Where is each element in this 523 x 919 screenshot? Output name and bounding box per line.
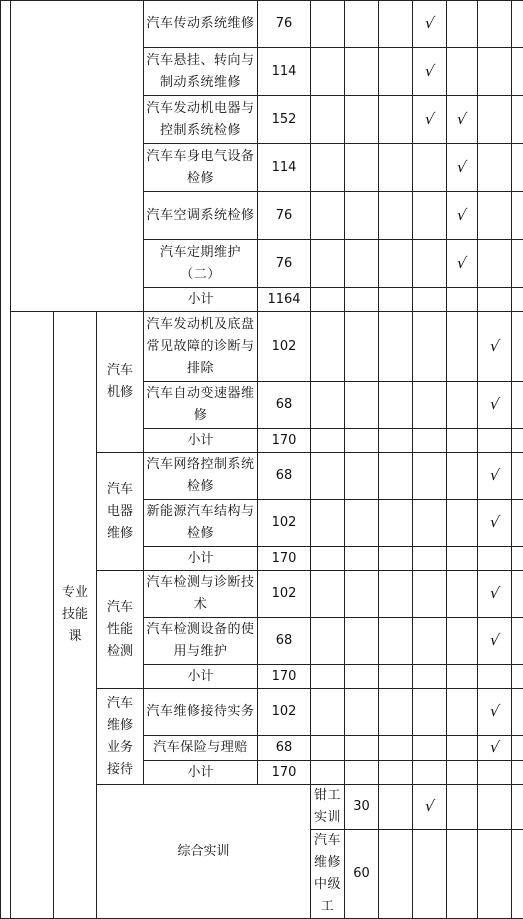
semester-cell [311,1,345,48]
semester-cell [478,96,512,144]
subject-hours: 102 [258,689,311,736]
group-cell [97,689,144,785]
semester-cell [478,689,512,736]
group-cell [97,312,144,453]
semester-cell [478,571,512,618]
semester-cell [345,500,379,547]
check-mark: √ [423,60,436,82]
group-label: 汽车性能检测 [106,597,134,663]
subtotal-label: 小计 [144,429,258,453]
check-mark: √ [488,629,501,651]
subject-name: 钳工实训 [311,785,345,830]
semester-cell [447,48,478,96]
check-mark: √ [456,156,469,178]
semester-cell [379,192,413,240]
semester-cell [345,48,379,96]
semester-cell [413,288,447,312]
semester-cell [413,689,447,736]
semester-cell [413,192,447,240]
subject-name: 汽车网络控制系统检修 [144,453,258,500]
semester-cell [447,1,478,48]
semester-cell [311,96,345,144]
check-mark: √ [423,795,436,817]
subject-hours: 76 [258,240,311,288]
semester-cell [379,830,413,919]
subject-name: 汽车悬挂、转向与制动系统维修 [144,48,258,96]
semester-cell [379,500,413,547]
semester-cell [413,144,447,192]
semester-cell [512,192,523,240]
check-mark: √ [488,335,501,357]
semester-cell [512,48,523,96]
semester-cell [311,192,345,240]
subtotal-hours: 1164 [258,288,311,312]
subject-name: 汽车维修接待实务 [144,689,258,736]
semester-cell [447,830,478,919]
semester-cell [413,1,447,48]
semester-cell [512,736,523,761]
semester-cell [447,785,478,830]
subject-hours: 68 [258,618,311,665]
semester-cell [413,48,447,96]
semester-cell [512,240,523,288]
semester-cell [379,288,413,312]
semester-cell [478,736,512,761]
semester-cell [413,665,447,689]
subject-name: 汽车检测设备的使用与维护 [144,618,258,665]
subtotal-label: 小计 [144,547,258,571]
subtotal-hours: 170 [258,429,311,453]
semester-cell [512,830,523,919]
semester-cell [379,453,413,500]
semester-cell [413,453,447,500]
semester-cell [447,761,478,785]
semester-cell [345,240,379,288]
semester-cell [311,429,345,453]
check-mark: √ [456,252,469,274]
semester-cell [345,144,379,192]
subject-hours: 102 [258,500,311,547]
semester-cell [413,500,447,547]
semester-cell [413,785,447,830]
check-mark: √ [488,393,501,415]
group-label: 汽车电器维修 [106,479,134,545]
subject-hours: 114 [258,48,311,96]
semester-cell [311,665,345,689]
group-label: 汽车维修业务接待 [106,693,134,781]
semester-cell [478,429,512,453]
subject-name: 汽车维修中级工 [311,830,345,919]
semester-cell [447,312,478,382]
table-row [1,312,523,382]
semester-cell [413,761,447,785]
subject-hours: 102 [258,571,311,618]
check-mark: √ [488,511,501,533]
check-mark: √ [423,108,436,130]
subtotal-label: 小计 [144,288,258,312]
subject-hours: 102 [258,312,311,382]
semester-cell [311,382,345,429]
semester-cell [478,785,512,830]
semester-cell [478,288,512,312]
semester-cell [478,192,512,240]
semester-cell [478,240,512,288]
subject-name: 汽车传动系统维修 [144,1,258,48]
group-label: 汽车机修 [106,360,134,404]
check-mark: √ [456,108,469,130]
semester-cell [345,192,379,240]
semester-cell [447,500,478,547]
semester-cell [512,144,523,192]
semester-cell [478,761,512,785]
semester-cell [311,736,345,761]
semester-cell [345,429,379,453]
semester-cell [345,96,379,144]
semester-cell [447,571,478,618]
subtotal-label: 小计 [144,761,258,785]
semester-cell [447,144,478,192]
semester-cell [478,500,512,547]
semester-cell [379,382,413,429]
subject-hours: 152 [258,96,311,144]
semester-cell [379,571,413,618]
semester-cell [379,665,413,689]
subject-name: 汽车发动机电器与控制系统检修 [144,96,258,144]
semester-cell [512,288,523,312]
semester-cell [478,312,512,382]
semester-cell [447,665,478,689]
subject-hours: 68 [258,382,311,429]
semester-cell [413,571,447,618]
semester-cell [447,382,478,429]
subject-name: 汽车发动机及底盘常见故障的诊断与排除 [144,312,258,382]
semester-cell [413,240,447,288]
subject-name: 汽车车身电气设备检修 [144,144,258,192]
semester-cell [478,453,512,500]
semester-cell [478,830,512,919]
semester-cell [512,429,523,453]
semester-cell [379,429,413,453]
subject-hours: 30 [345,785,379,830]
semester-cell [512,453,523,500]
subject-name: 汽车空调系统检修 [144,192,258,240]
semester-cell [379,144,413,192]
semester-cell [311,500,345,547]
subject-hours: 114 [258,144,311,192]
semester-cell [512,96,523,144]
check-mark: √ [456,204,469,226]
semester-cell [478,547,512,571]
semester-cell [512,312,523,382]
subject-name: 汽车自动变速器维修 [144,382,258,429]
semester-cell [345,761,379,785]
subject-name: 汽车保险与理赔 [144,736,258,761]
semester-cell [379,761,413,785]
semester-cell [447,689,478,736]
semester-cell [447,429,478,453]
specialty-label: 专业技能课 [61,582,89,648]
semester-cell [311,618,345,665]
semester-cell [478,1,512,48]
check-mark: √ [488,736,501,758]
semester-cell [345,453,379,500]
subject-hours: 68 [258,453,311,500]
subject-name: 汽车定期维护（二） [144,240,258,288]
semester-cell [447,192,478,240]
semester-cell [311,689,345,736]
semester-cell [345,1,379,48]
subtotal-hours: 170 [258,547,311,571]
empty-category-cell [11,1,144,312]
semester-cell [512,571,523,618]
practice-category-cell: 综合实训 [97,785,311,919]
semester-cell [345,382,379,429]
semester-cell [379,48,413,96]
subject-hours: 76 [258,192,311,240]
semester-cell [512,785,523,830]
semester-cell [379,689,413,736]
semester-cell [447,96,478,144]
semester-cell [379,1,413,48]
semester-cell [379,96,413,144]
subtotal-hours: 170 [258,665,311,689]
table-row [1,1,523,48]
check-mark: √ [488,700,501,722]
specialty-category-cell [54,312,97,919]
semester-cell [478,144,512,192]
semester-cell [345,312,379,382]
semester-cell [345,547,379,571]
check-mark: √ [488,582,501,604]
semester-cell [345,288,379,312]
semester-cell [413,429,447,453]
semester-cell [345,571,379,618]
subject-name: 汽车检测与诊断技术 [144,571,258,618]
subject-hours: 76 [258,1,311,48]
semester-cell [512,500,523,547]
subtotal-hours: 170 [258,761,311,785]
semester-cell [512,761,523,785]
semester-cell [379,618,413,665]
semester-cell [379,240,413,288]
semester-cell [311,312,345,382]
subtotal-label: 小计 [144,665,258,689]
semester-cell [512,618,523,665]
semester-cell [447,736,478,761]
semester-cell [478,382,512,429]
subject-hours: 68 [258,736,311,761]
semester-cell [447,288,478,312]
subject-name: 新能源汽车结构与检修 [144,500,258,547]
semester-cell [311,571,345,618]
semester-cell [345,736,379,761]
semester-cell [478,618,512,665]
semester-cell [447,453,478,500]
semester-cell [379,547,413,571]
semester-cell [379,785,413,830]
semester-cell [379,736,413,761]
check-mark: √ [488,464,501,486]
semester-cell [478,665,512,689]
semester-cell [413,736,447,761]
semester-cell [311,288,345,312]
semester-cell [447,240,478,288]
semester-cell [345,618,379,665]
semester-cell [311,453,345,500]
semester-cell [413,830,447,919]
semester-cell [413,382,447,429]
semester-cell [345,689,379,736]
semester-cell [512,547,523,571]
semester-cell [311,761,345,785]
semester-cell [447,618,478,665]
left-margin-cell [1,1,11,919]
semester-cell [311,547,345,571]
semester-cell [512,382,523,429]
group-cell [97,453,144,571]
semester-cell [379,312,413,382]
check-mark: √ [423,12,436,34]
semester-cell [512,689,523,736]
semester-cell [413,312,447,382]
semester-cell [447,547,478,571]
specialty-spacer-cell [11,312,54,919]
semester-cell [311,48,345,96]
semester-cell [413,618,447,665]
semester-cell [413,547,447,571]
semester-cell [512,1,523,48]
group-cell [97,571,144,689]
semester-cell [512,665,523,689]
semester-cell [311,240,345,288]
semester-cell [413,96,447,144]
subject-hours: 60 [345,830,379,919]
semester-cell [345,665,379,689]
semester-cell [311,144,345,192]
semester-cell [478,48,512,96]
